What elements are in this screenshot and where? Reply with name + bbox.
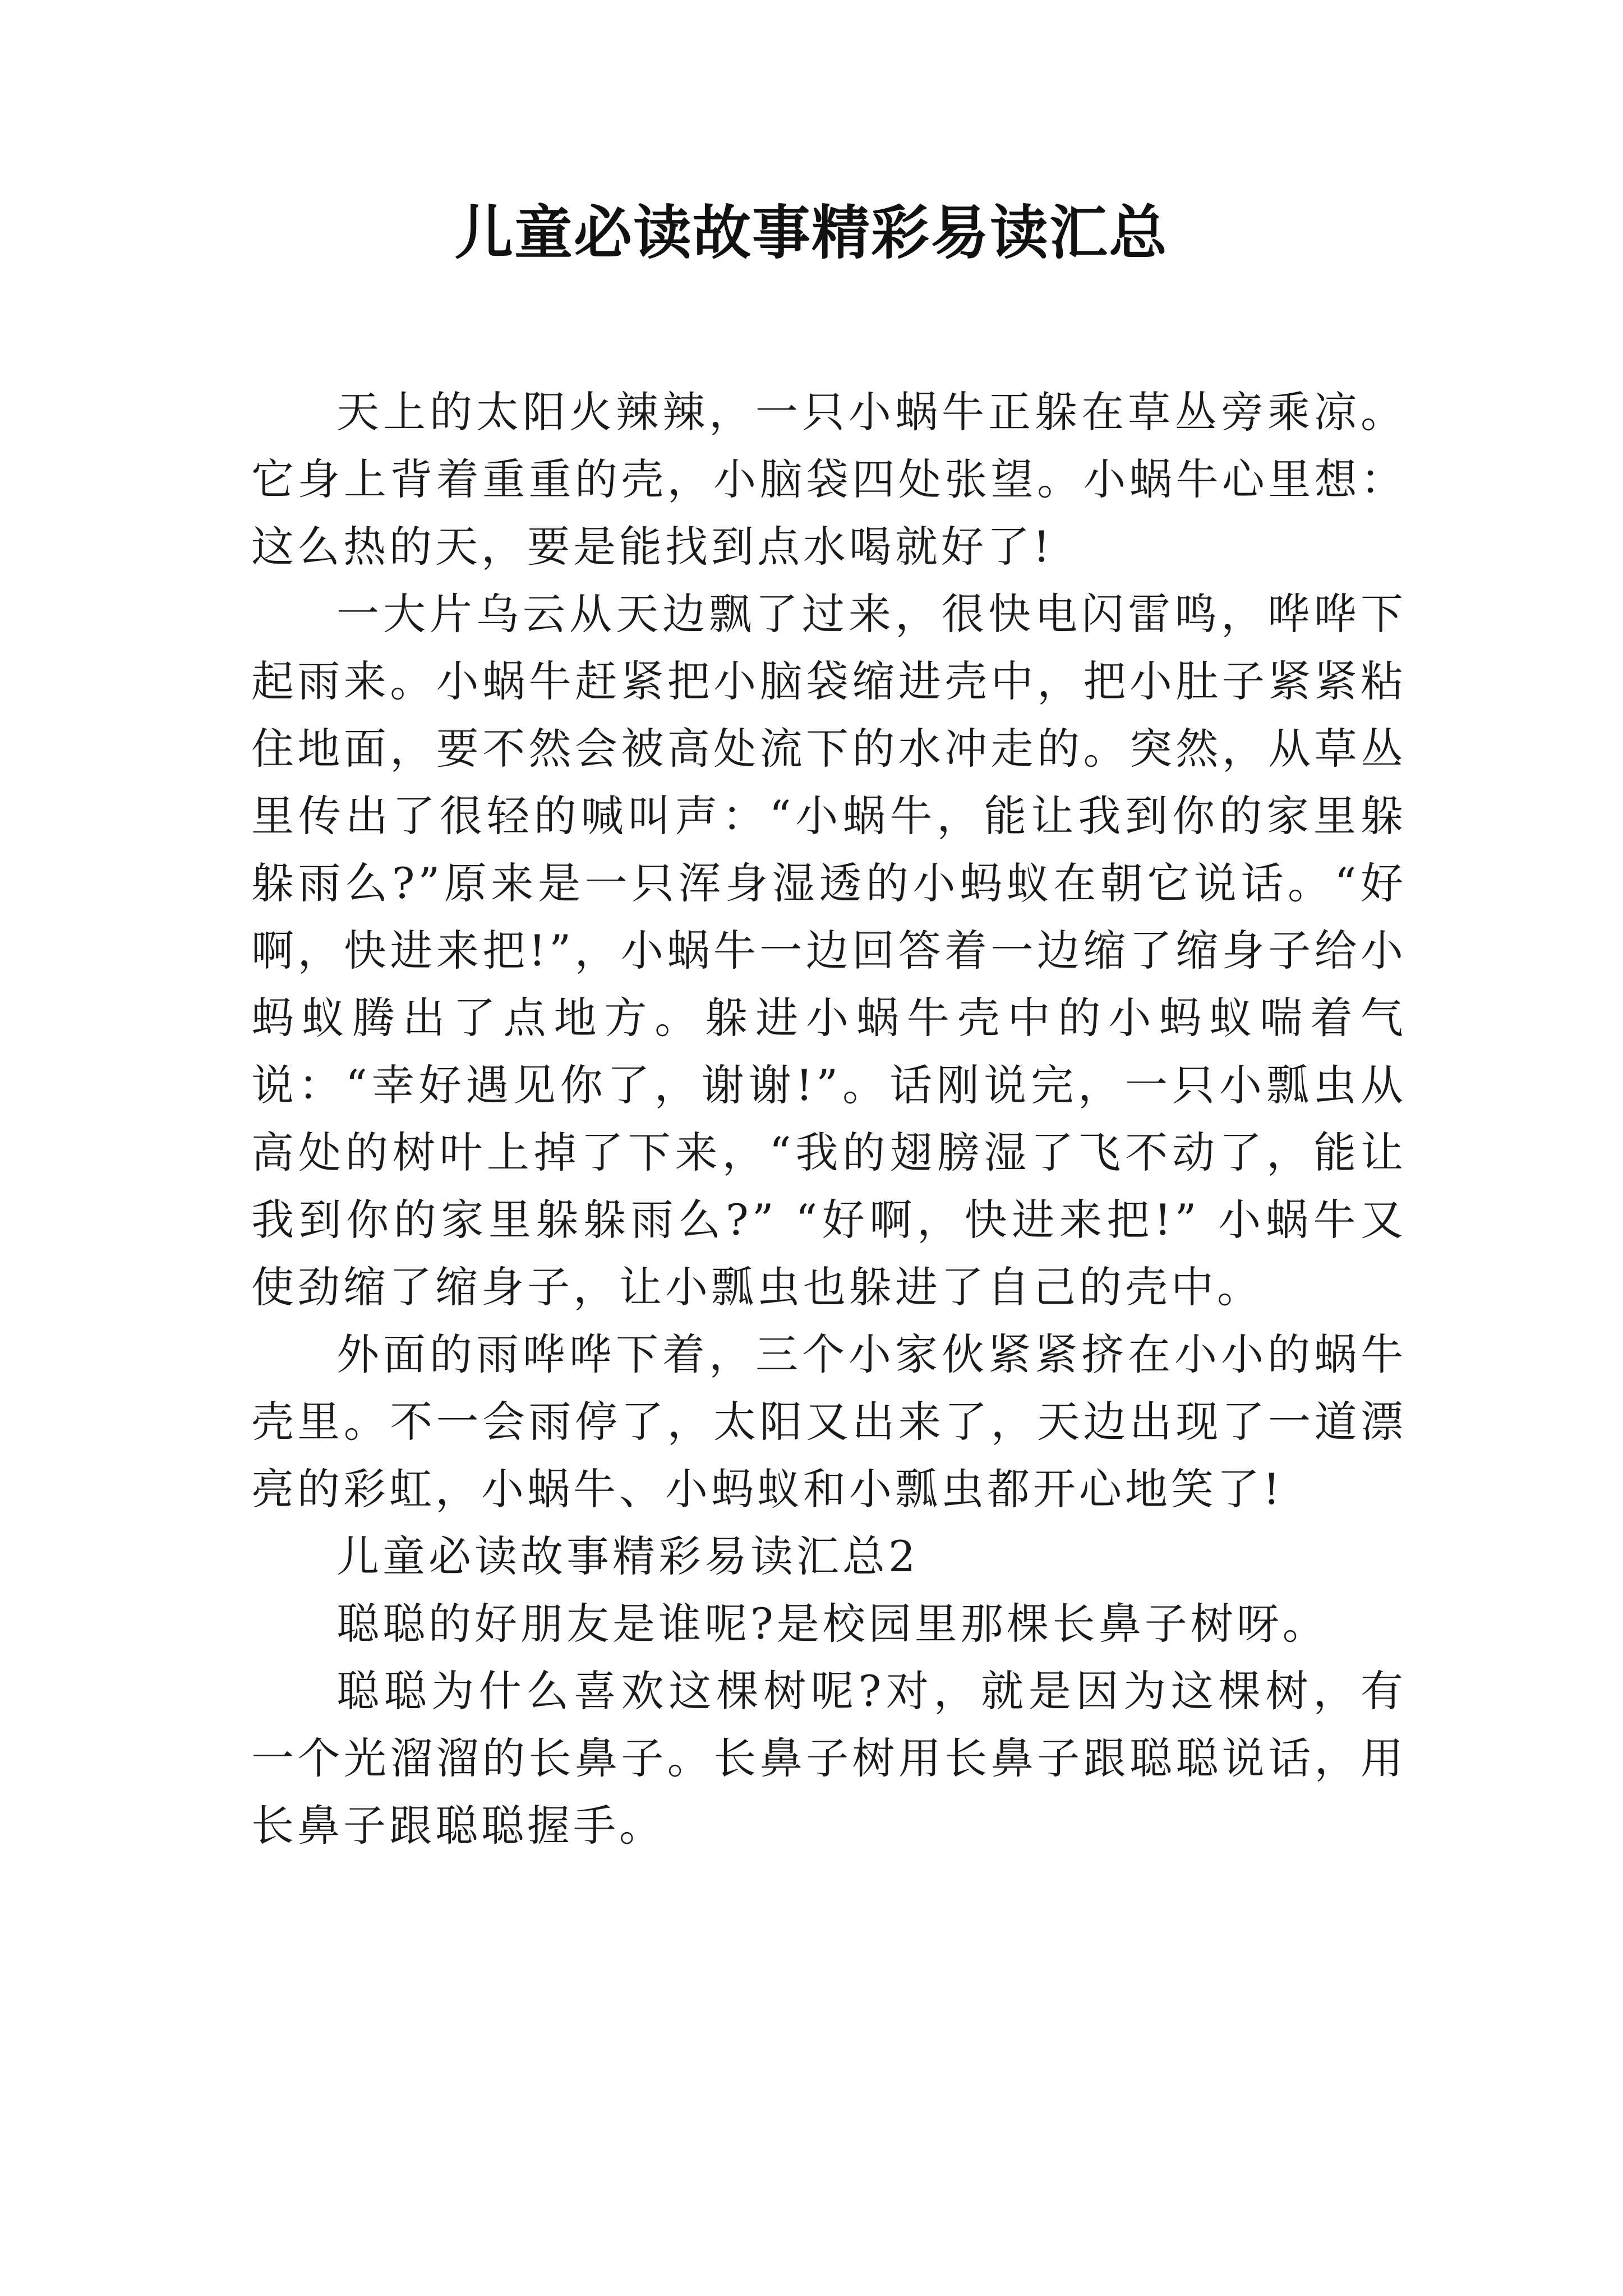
paragraph-rain-shelter: 一大片乌云从天边飘了过来，很快电闪雷鸣，哗哗下起雨来。小蜗牛赶紧把小脑袋缩进壳中，把小肚子紧紧粘住地面，要不然会被高处流下的水冲走的。突然，从草丛里传出了很轻的喊叫声：“小蜗牛，能让我到你的家里躲躲雨么?”原来是一只浑身湿透的小蚂蚁在朝它说话。“好啊，快进来把!”，小蜗牛一边回答着一边缩了缩身子给小蚂蚁腾出了点地方。躲进小蜗牛壳中的小蚂蚁喘着气说：“幸好遇见你了，谢谢!”。话刚说完，一只小瓢虫从高处的树叶上掉了下来，“我的翅膀湿了飞不动了，能让我到你的家里躲躲雨么?” “好啊，快进来把!” 小蜗牛又使劲缩了缩身子，让小瓢虫也躲进了自己的壳中。 [251, 589, 1407, 1312]
paragraph-snail-intro: 天上的太阳火辣辣，一只小蜗牛正躲在草丛旁乘凉。它身上背着重重的壳，小脑袋四处张望。小蜗牛心里想：这么热的天，要是能找到点水喝就好了! [251, 387, 1407, 572]
section-heading-2: 儿童必读故事精彩易读汇总2 [336, 1531, 919, 1581]
document-body [251, 379, 1407, 1860]
paragraph-long-nose-tree: 聪聪的好朋友是谁呢?是校园里那棵长鼻子树呀。 [336, 1599, 1329, 1649]
paragraph-why-like-tree: 聪聪为什么喜欢这棵树呢?对，就是因为这棵树，有一个光溜溜的长鼻子。长鼻子树用长鼻子跟聪聪说话，用长鼻子跟聪聪握手。 [251, 1666, 1407, 1851]
paragraph-rainbow: 外面的雨哗哗下着，三个小家伙紧紧挤在小小的蜗牛壳里。不一会雨停了，太阳又出来了，天边出现了一道漂亮的彩虹，小蜗牛、小蚂蚁和小瓢虫都开心地笑了! [251, 1329, 1407, 1514]
document-title: 儿童必读故事精彩易读汇总 [454, 199, 1168, 267]
